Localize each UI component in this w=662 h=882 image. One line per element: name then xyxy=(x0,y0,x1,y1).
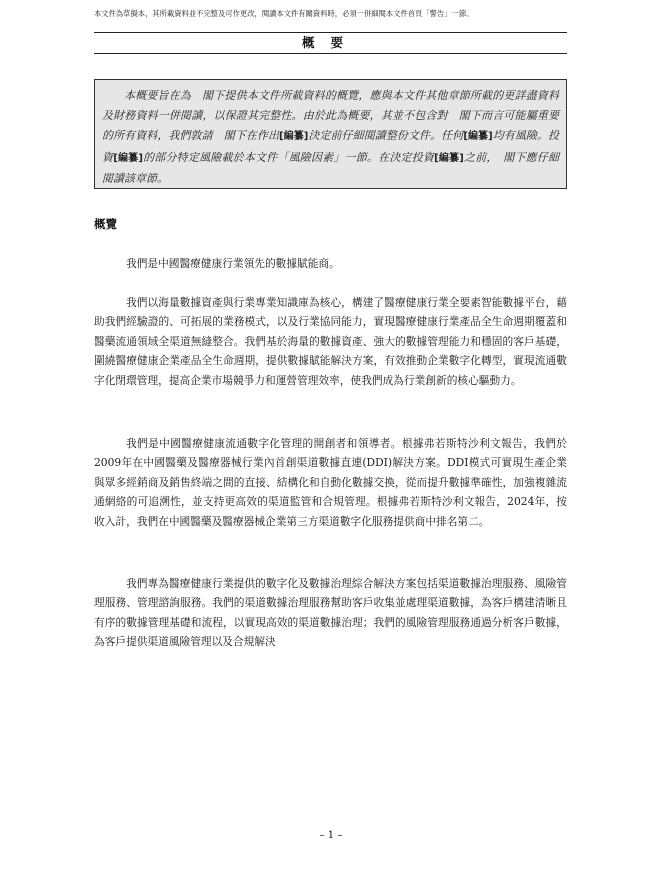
notice-text-part: 之前， 閣下應仔細閱讀該章節。 xyxy=(102,150,560,185)
notice-text-part: 均有風險。投資 xyxy=(102,129,560,164)
body-paragraph: 我們是中國醫療健康流通數字化管理的開創者和領導者。根據弗若斯特沙利文報告，我們於2009年在中國醫藥及醫療器械行業內首創渠道數據直連(DDI)解決方案。DDI模式可實現生產企業與眾多經銷商及銷售終端之間的直接、結構化和自動化數據交換，從而提升數據準確性，加強複雜流通網絡的可追溯性，並支持更高效的渠道監管和合規管理。根據弗若斯特沙利文報告，2024年，按收入計，我們在中國醫藥及醫療器械企業第三方渠道數字化服務提供商中排名第二。 xyxy=(94,437,567,528)
body-paragraph: 我們專為醫療健康行業提供的數字化及數據治理綜合解決方案包括渠道數據治理服務、風險管理服務、管理諮詢服務。我們的渠道數據治理服務幫助客戶收集並處理渠道數據，為客戶構建清晰且有序的數據管理基礎和流程，以實現高效的渠道數據治理；我們的風險管理服務通過分析客戶數據，為客戶提供渠道風險管理以及合規解決 xyxy=(94,577,567,649)
draft-warning: 本文件為草擬本，其所載資料並不完整及可作更改，閱讀本文件有關資料時，必須一併細閱本文件首頁「警告」一節。 xyxy=(94,9,474,18)
redacted-marker: [編纂] xyxy=(113,152,143,164)
notice-text-part: 決定前仔細閱讀整份文件。任何 xyxy=(308,129,464,143)
body-paragraph: 我們是中國醫療健康行業領先的數據賦能商。 xyxy=(126,257,340,270)
redacted-marker: [編纂] xyxy=(279,131,309,143)
page-title: 概要 xyxy=(94,32,567,54)
body-paragraph: 我們以海量數據資產與行業專業知識庫為核心，構建了醫療健康行業全要素智能數據平台，藉助我們經驗證的、可拓展的業務模式，以及行業協同能力，實現醫療健康行業產品全生命週期覆蓋和醫藥流通領域全渠道無縫整合。我們基於海量的數據資產、強大的數據管理能力和穩固的客戶基礎，圍繞醫療健康企業產品全生命週期，提供數據賦能解決方案，有效推動企業數字化轉型，實現流通數字化閉環管理，提高企業市場競爭力和運營管理效率，使我們成為行業創新的核心驅動力。 xyxy=(94,296,567,387)
summary-notice-box xyxy=(94,79,567,189)
redacted-marker: [編纂] xyxy=(434,152,464,164)
page-number: – 1 – xyxy=(319,830,343,841)
notice-text-part: 本概要旨在為 閣下提供本文件所載資料的概覽，應與本文件其他章節所載的更詳盡資料及財務資料一併閱讀，以保證其完整性。由於此為概要，其並不包含對 閣下而言可能屬重要的所有資料，我們敦請 閣下在作出 xyxy=(102,89,559,143)
notice-text-part: 的部分特定風險載於本文件「風險因素」一節。在決定投資 xyxy=(142,150,435,164)
notice-text xyxy=(102,86,559,189)
section-heading: 概覽 xyxy=(94,217,117,231)
redacted-marker: [編纂] xyxy=(463,131,493,143)
